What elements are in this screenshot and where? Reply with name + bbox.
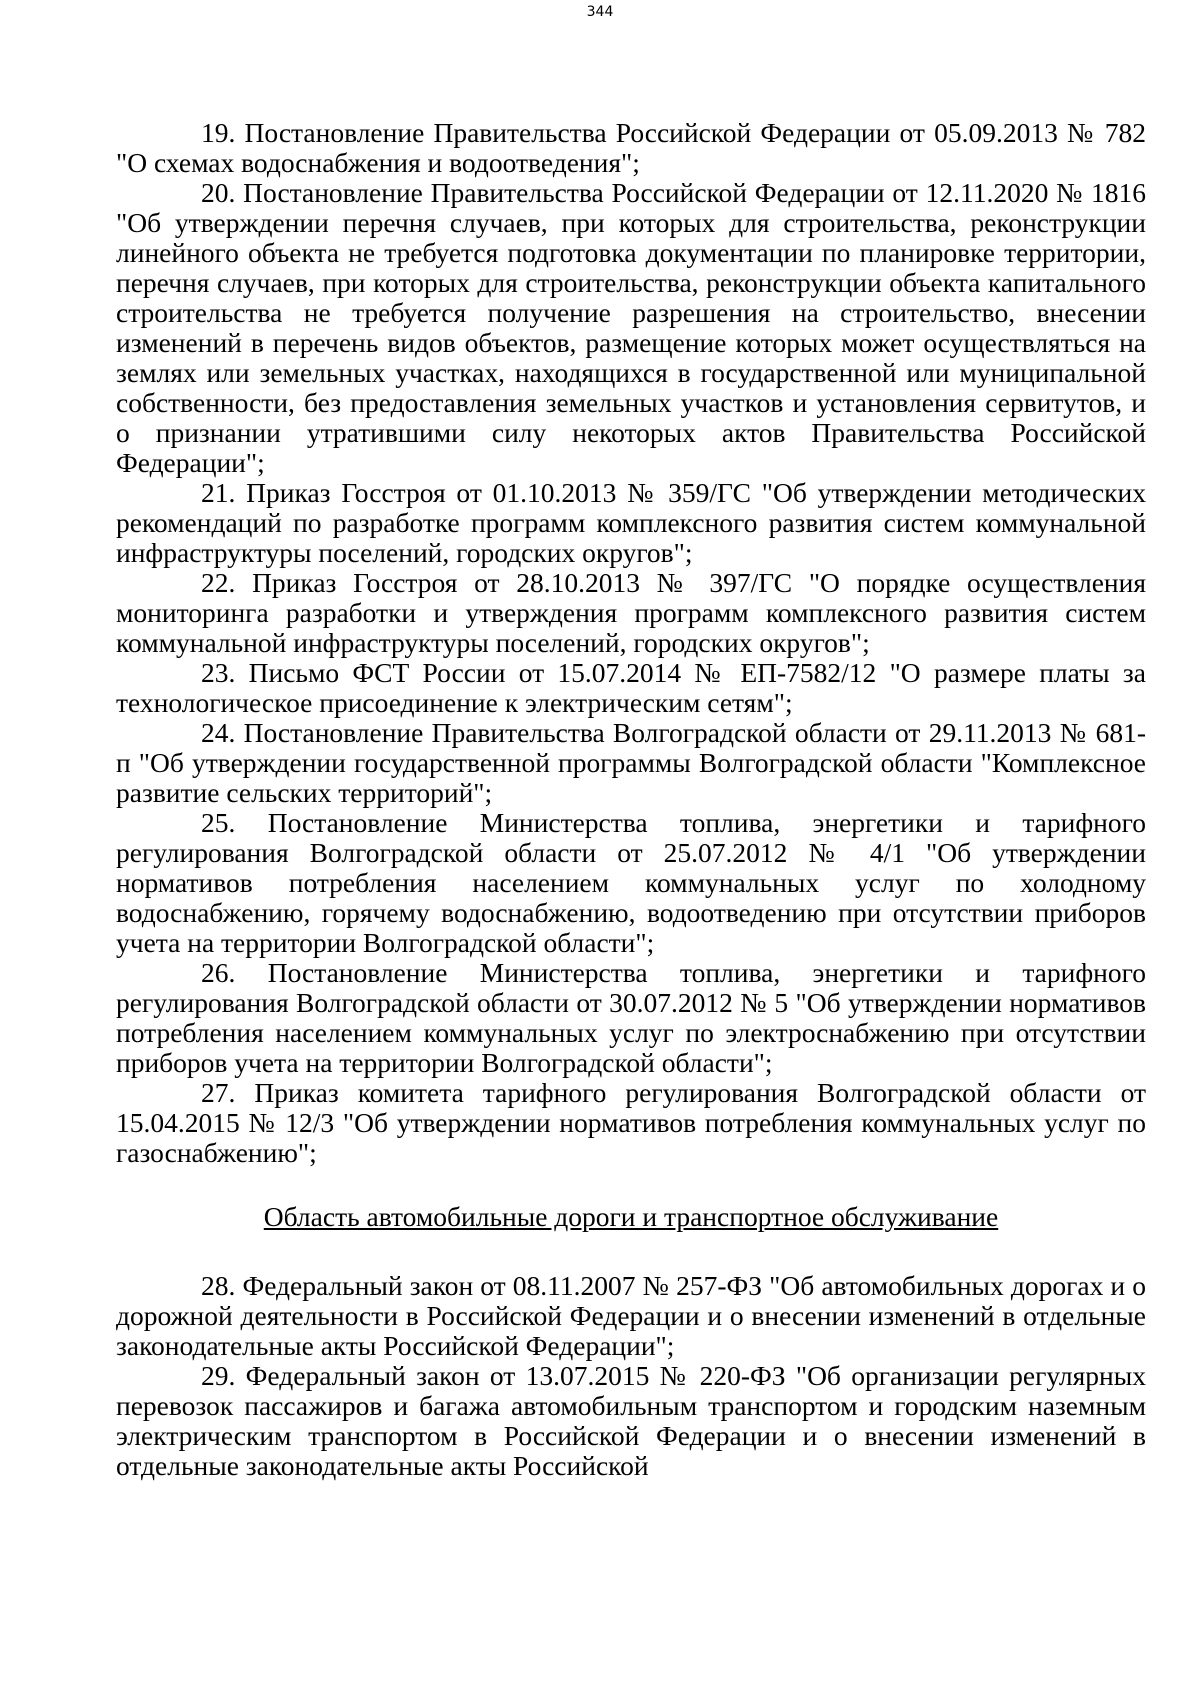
list-item-20: 20. Постановление Правительства Российской Федерации от 12.11.2020 № 1816 "Об утверждении перечня случаев, при которых для строительства, реконструкции линейного объекта не требуется подготовка документации по планировке территории, перечня случаев, при которых для строительства, реконструкции объекта капитального строительства не требуется получение разрешения на строительство, внесении изменений в перечень видов объектов, размещение которых может осуществляться на землях или земельных участках, находящихся в государственной или муниципальной собственности, без предоставления земельных участков и установления сервитутов, и о признании утратившими силу некоторых актов Правительства Российской Федерации"; — [116, 177, 1146, 478]
list-item-22: 22. Приказ Госстроя от 28.10.2013 № 397/ГС "О порядке осуществления мониторинга разработки и утверждения программ комплексного развития систем коммунальной инфраструктуры поселений, городских округов"; — [116, 567, 1146, 658]
list-item-25: 25. Постановление Министерства топлива, энергетики и тарифного регулирования Волгоградской области от 25.07.2012 № 4/1 "Об утверждении нормативов потребления населением коммунальных услуг по холодному водоснабжению, горячему водоснабжению, водоотведению при отсутствии приборов учета на территории Волгоградской области"; — [116, 807, 1146, 958]
list-item-26: 26. Постановление Министерства топлива, энергетики и тарифного регулирования Волгоградской области от 30.07.2012 № 5 "Об утверждении нормативов потребления населением коммунальных услуг по электроснабжению при отсутствии приборов учета на территории Волгоградской области"; — [116, 957, 1146, 1078]
list-item-29: 29. Федеральный закон от 13.07.2015 № 220-ФЗ "Об организации регулярных перевозок пассажиров и багажа автомобильным транспортом и городским наземным электрическим транспортом в Российской Федерации и о внесении изменений в отдельные законодательные акты Российской — [116, 1360, 1146, 1481]
document-body — [116, 118, 1146, 1481]
list-item-23: 23. Письмо ФСТ России от 15.07.2014 № ЕП-7582/12 "О размере платы за технологическое присоединение к электрическим сетям"; — [116, 657, 1146, 718]
list-item-24: 24. Постановление Правительства Волгоградской области от 29.11.2013 № 681-п "Об утверждении государственной программы Волгоградской области "Комплексное развитие сельских территорий"; — [116, 717, 1146, 808]
list-item-28: 28. Федеральный закон от 08.11.2007 № 257-ФЗ "Об автомобильных дорогах и о дорожной деятельности в Российской Федерации и о внесении изменений в отдельные законодательные акты Российской Федерации"; — [116, 1270, 1146, 1361]
page-number: 344 — [586, 4, 614, 20]
section-heading: Область автомобильные дороги и транспортное обслуживание — [263, 1201, 999, 1232]
list-item-21: 21. Приказ Госстроя от 01.10.2013 № 359/ГС "Об утверждении методических рекомендаций по разработке программ комплексного развития систем коммунальной инфраструктуры поселений, городских округов"; — [116, 477, 1146, 568]
list-item-19: 19. Постановление Правительства Российской Федерации от 05.09.2013 № 782 "О схемах водоснабжения и водоотведения"; — [116, 117, 1146, 178]
list-item-27: 27. Приказ комитета тарифного регулирования Волгоградской области от 15.04.2015 № 12/3 "Об утверждении нормативов потребления коммунальных услуг по газоснабжению"; — [116, 1077, 1146, 1168]
